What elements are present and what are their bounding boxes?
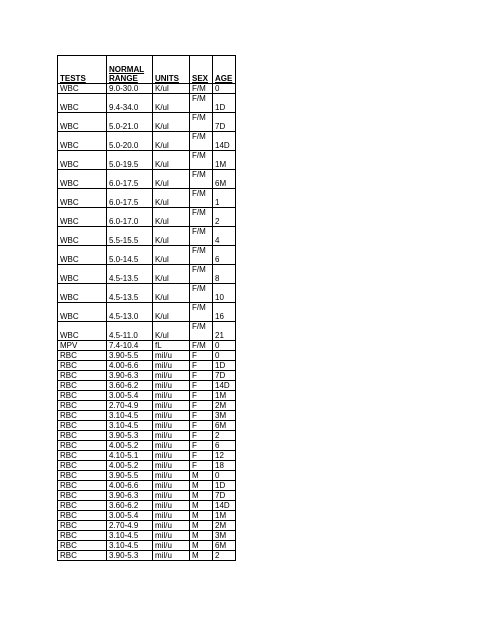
table-row — [58, 341, 236, 351]
cell-range: 6.0-17.5 — [107, 170, 153, 189]
cell-sex: M — [190, 551, 213, 561]
cell-units: mil/u — [153, 381, 190, 391]
cell-age: 16 — [213, 303, 236, 322]
table-row — [58, 151, 236, 170]
cell-sex: M — [190, 531, 213, 541]
cell-sex: F — [190, 381, 213, 391]
cell-age: 18 — [213, 461, 236, 471]
table-row — [58, 471, 236, 481]
table-row — [58, 531, 236, 541]
cell-test: RBC — [58, 401, 107, 411]
cell-units: fL — [153, 341, 190, 351]
table-row — [58, 541, 236, 551]
table-row — [58, 361, 236, 371]
table-row — [58, 501, 236, 511]
table-row — [58, 322, 236, 341]
table-row — [58, 551, 236, 561]
cell-test: RBC — [58, 411, 107, 421]
cell-test: WBC — [58, 303, 107, 322]
table-row — [58, 170, 236, 189]
table-row — [58, 132, 236, 151]
cell-age: 14D — [213, 132, 236, 151]
header-tests: TESTS — [58, 56, 107, 84]
cell-sex: F — [190, 391, 213, 401]
reference-range-table — [57, 55, 236, 561]
cell-units: mil/u — [153, 521, 190, 531]
cell-test: WBC — [58, 84, 107, 94]
cell-age: 2 — [213, 551, 236, 561]
cell-sex: F/M — [190, 84, 213, 94]
cell-test: RBC — [58, 551, 107, 561]
cell-sex: F/M — [190, 284, 213, 303]
cell-units: K/ul — [153, 84, 190, 94]
cell-sex: F — [190, 351, 213, 361]
cell-units: mil/u — [153, 371, 190, 381]
cell-range: 3.10-4.5 — [107, 541, 153, 551]
cell-units: mil/u — [153, 501, 190, 511]
cell-range: 2.70-4.9 — [107, 521, 153, 531]
cell-age: 7D — [213, 491, 236, 501]
cell-range: 4.00-5.2 — [107, 441, 153, 451]
cell-test: WBC — [58, 227, 107, 246]
cell-range: 4.5-13.0 — [107, 303, 153, 322]
cell-sex: F/M — [190, 132, 213, 151]
cell-range: 4.10-5.1 — [107, 451, 153, 461]
cell-units: K/ul — [153, 132, 190, 151]
cell-test: RBC — [58, 511, 107, 521]
table-row — [58, 411, 236, 421]
table-row — [58, 441, 236, 451]
cell-sex: F — [190, 451, 213, 461]
cell-test: WBC — [58, 246, 107, 265]
cell-sex: F/M — [190, 265, 213, 284]
cell-range: 3.90-5.5 — [107, 471, 153, 481]
cell-range: 4.5-13.5 — [107, 265, 153, 284]
cell-age: 12 — [213, 451, 236, 461]
table-row — [58, 208, 236, 227]
table-row — [58, 246, 236, 265]
cell-age: 10 — [213, 284, 236, 303]
cell-age: 1 — [213, 189, 236, 208]
cell-sex: F — [190, 401, 213, 411]
header-age: AGE — [213, 56, 236, 84]
cell-age: 0 — [213, 84, 236, 94]
cell-sex: F — [190, 431, 213, 441]
cell-units: mil/u — [153, 431, 190, 441]
cell-test: WBC — [58, 322, 107, 341]
cell-age: 1M — [213, 511, 236, 521]
cell-sex: F — [190, 461, 213, 471]
cell-sex: F/M — [190, 189, 213, 208]
cell-age: 1M — [213, 391, 236, 401]
cell-range: 3.90-6.3 — [107, 371, 153, 381]
cell-sex: M — [190, 471, 213, 481]
header-normal-range: NORMAL RANGE — [107, 56, 153, 84]
cell-test: RBC — [58, 431, 107, 441]
cell-range: 5.0-21.0 — [107, 113, 153, 132]
table-row — [58, 491, 236, 501]
cell-test: WBC — [58, 265, 107, 284]
cell-sex: F/M — [190, 322, 213, 341]
cell-sex: F — [190, 441, 213, 451]
cell-age: 0 — [213, 351, 236, 361]
cell-range: 3.10-4.5 — [107, 411, 153, 421]
cell-test: RBC — [58, 451, 107, 461]
table-row — [58, 351, 236, 361]
cell-age: 1M — [213, 151, 236, 170]
cell-units: mil/u — [153, 471, 190, 481]
table-row — [58, 227, 236, 246]
cell-test: RBC — [58, 471, 107, 481]
cell-test: MPV — [58, 341, 107, 351]
cell-sex: M — [190, 511, 213, 521]
table-row — [58, 265, 236, 284]
cell-test: RBC — [58, 481, 107, 491]
cell-test: RBC — [58, 541, 107, 551]
cell-range: 3.90-5.5 — [107, 351, 153, 361]
cell-range: 3.90-5.3 — [107, 431, 153, 441]
cell-test: WBC — [58, 189, 107, 208]
cell-test: RBC — [58, 351, 107, 361]
cell-age: 1D — [213, 361, 236, 371]
cell-sex: F — [190, 371, 213, 381]
table-row — [58, 431, 236, 441]
cell-units: mil/u — [153, 411, 190, 421]
cell-range: 4.00-6.6 — [107, 481, 153, 491]
cell-range: 3.90-5.3 — [107, 551, 153, 561]
cell-sex: F/M — [190, 170, 213, 189]
cell-test: WBC — [58, 113, 107, 132]
cell-age: 6M — [213, 541, 236, 551]
cell-test: RBC — [58, 521, 107, 531]
cell-units: K/ul — [153, 246, 190, 265]
table-row — [58, 84, 236, 94]
cell-units: K/ul — [153, 284, 190, 303]
cell-age: 6 — [213, 441, 236, 451]
cell-age: 4 — [213, 227, 236, 246]
cell-range: 3.60-6.2 — [107, 501, 153, 511]
cell-test: RBC — [58, 361, 107, 371]
cell-sex: F/M — [190, 341, 213, 351]
cell-units: K/ul — [153, 113, 190, 132]
header-row — [58, 56, 236, 84]
cell-test: RBC — [58, 391, 107, 401]
cell-test: WBC — [58, 132, 107, 151]
table-row — [58, 113, 236, 132]
cell-test: WBC — [58, 208, 107, 227]
cell-units: mil/u — [153, 351, 190, 361]
cell-units: K/ul — [153, 94, 190, 113]
cell-sex: F/M — [190, 208, 213, 227]
cell-units: K/ul — [153, 189, 190, 208]
cell-age: 2 — [213, 208, 236, 227]
cell-units: mil/u — [153, 491, 190, 501]
cell-range: 2.70-4.9 — [107, 401, 153, 411]
cell-range: 6.0-17.0 — [107, 208, 153, 227]
table-row — [58, 284, 236, 303]
table-row — [58, 521, 236, 531]
table-row — [58, 481, 236, 491]
cell-sex: F — [190, 421, 213, 431]
cell-age: 6M — [213, 421, 236, 431]
cell-test: RBC — [58, 441, 107, 451]
cell-age: 3M — [213, 411, 236, 421]
cell-sex: M — [190, 541, 213, 551]
table-row — [58, 401, 236, 411]
cell-age: 2 — [213, 431, 236, 441]
cell-sex: F/M — [190, 151, 213, 170]
cell-age: 21 — [213, 322, 236, 341]
cell-range: 5.0-20.0 — [107, 132, 153, 151]
cell-range: 3.10-4.5 — [107, 531, 153, 541]
cell-range: 9.4-34.0 — [107, 94, 153, 113]
table-row — [58, 371, 236, 381]
cell-units: mil/u — [153, 531, 190, 541]
table-row — [58, 461, 236, 471]
table-row — [58, 303, 236, 322]
cell-units: K/ul — [153, 151, 190, 170]
cell-range: 4.5-13.5 — [107, 284, 153, 303]
cell-range: 3.00-5.4 — [107, 511, 153, 521]
cell-sex: M — [190, 501, 213, 511]
cell-sex: F/M — [190, 113, 213, 132]
table-row — [58, 421, 236, 431]
cell-age: 8 — [213, 265, 236, 284]
cell-sex: F — [190, 411, 213, 421]
cell-units: mil/u — [153, 511, 190, 521]
cell-units: mil/u — [153, 551, 190, 561]
table-row — [58, 381, 236, 391]
table-row — [58, 451, 236, 461]
cell-age: 7D — [213, 371, 236, 381]
cell-units: mil/u — [153, 451, 190, 461]
cell-range: 3.60-6.2 — [107, 381, 153, 391]
cell-sex: F/M — [190, 227, 213, 246]
cell-age: 2M — [213, 401, 236, 411]
cell-test: RBC — [58, 461, 107, 471]
cell-age: 3M — [213, 531, 236, 541]
table-row — [58, 511, 236, 521]
cell-age: 2M — [213, 521, 236, 531]
cell-test: WBC — [58, 284, 107, 303]
cell-range: 5.0-14.5 — [107, 246, 153, 265]
cell-range: 4.5-11.0 — [107, 322, 153, 341]
cell-units: K/ul — [153, 227, 190, 246]
cell-units: mil/u — [153, 361, 190, 371]
cell-test: RBC — [58, 381, 107, 391]
cell-range: 4.00-6.6 — [107, 361, 153, 371]
cell-range: 3.10-4.5 — [107, 421, 153, 431]
cell-sex: F — [190, 361, 213, 371]
cell-units: mil/u — [153, 421, 190, 431]
cell-age: 7D — [213, 113, 236, 132]
header-sex: SEX — [190, 56, 213, 84]
cell-range: 4.00-5.2 — [107, 461, 153, 471]
cell-range: 5.0-19.5 — [107, 151, 153, 170]
cell-age: 6 — [213, 246, 236, 265]
cell-units: K/ul — [153, 303, 190, 322]
cell-age: 14D — [213, 381, 236, 391]
cell-sex: F/M — [190, 94, 213, 113]
cell-age: 14D — [213, 501, 236, 511]
cell-units: K/ul — [153, 322, 190, 341]
cell-test: RBC — [58, 371, 107, 381]
cell-sex: M — [190, 481, 213, 491]
cell-test: WBC — [58, 151, 107, 170]
cell-age: 0 — [213, 341, 236, 351]
cell-age: 1D — [213, 94, 236, 113]
cell-range: 5.5-15.5 — [107, 227, 153, 246]
cell-units: mil/u — [153, 441, 190, 451]
cell-sex: M — [190, 521, 213, 531]
cell-test: WBC — [58, 170, 107, 189]
cell-range: 6.0-17.5 — [107, 189, 153, 208]
table-row — [58, 391, 236, 401]
cell-range: 3.00-5.4 — [107, 391, 153, 401]
cell-units: mil/u — [153, 461, 190, 471]
cell-age: 1D — [213, 481, 236, 491]
cell-units: K/ul — [153, 208, 190, 227]
cell-test: RBC — [58, 531, 107, 541]
header-units: UNITS — [153, 56, 190, 84]
cell-range: 9.0-30.0 — [107, 84, 153, 94]
cell-units: mil/u — [153, 481, 190, 491]
cell-test: WBC — [58, 94, 107, 113]
cell-range: 7.4-10.4 — [107, 341, 153, 351]
cell-units: K/ul — [153, 170, 190, 189]
cell-age: 0 — [213, 471, 236, 481]
cell-units: mil/u — [153, 391, 190, 401]
cell-units: K/ul — [153, 265, 190, 284]
cell-age: 6M — [213, 170, 236, 189]
cell-units: mil/u — [153, 401, 190, 411]
cell-sex: M — [190, 491, 213, 501]
cell-test: RBC — [58, 421, 107, 431]
table-row — [58, 94, 236, 113]
cell-range: 3.90-6.3 — [107, 491, 153, 501]
cell-units: mil/u — [153, 541, 190, 551]
cell-test: RBC — [58, 491, 107, 501]
cell-sex: F/M — [190, 246, 213, 265]
cell-sex: F/M — [190, 303, 213, 322]
table-row — [58, 189, 236, 208]
cell-test: RBC — [58, 501, 107, 511]
